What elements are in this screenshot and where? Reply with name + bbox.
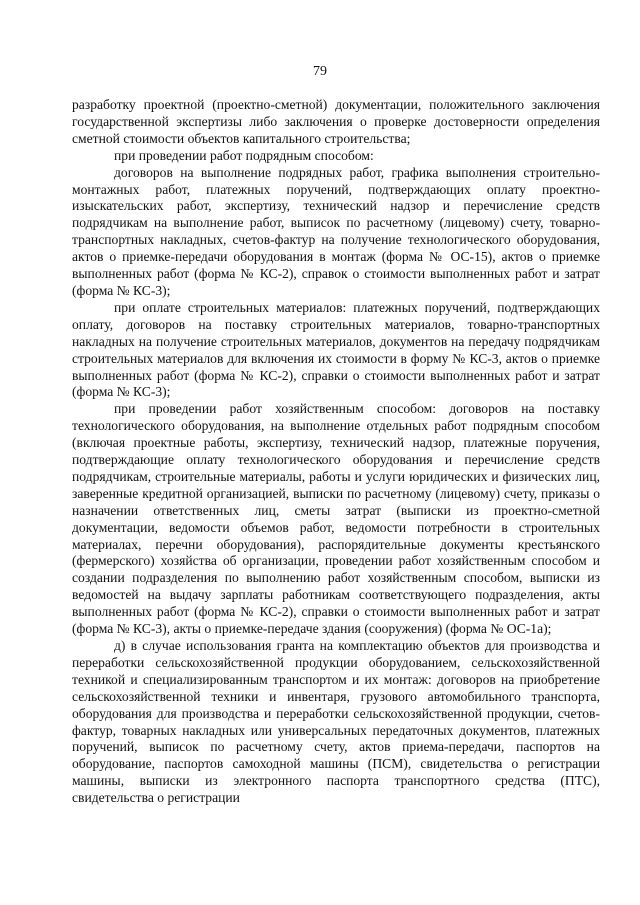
paragraph-5: при проведении работ хозяйственным способом: договоров на поставку технологического оборудования, на выполнение отдельных работ подрядным способом (включая проектные работы, экспертизу, технический надзор, платежные поручения, подтверждающие оплату технологического оборудования и перечисление средств подрядчикам, строительные материалы, работы и услуги юридических и физических лиц, заверенные кредитной организацией, выписки по расчетному (лицевому) счету, приказы о назначении ответственных лиц, сметы затрат (выписки из проектно-сметной документации, ведомости объемов работ, ведомости потребности в строительных материалах, перечни оборудования), распорядительные документы крестьянского (фермерского) хозяйства об организации, проведении работ хозяйственным способом и создании подразделения по выполнению работ хозяйственным способом, выписки из ведомостей на выдачу зарплаты работникам соответствующего подразделения, акты выполненных работ (форма № КС-2), справки о стоимости выполненных работ и затрат (форма № КС-3), акты о приемке-передаче здания (сооружения) (форма № ОС-1а);: [72, 401, 600, 637]
paragraph-3: договоров на выполнение подрядных работ, графика выполнения строительно-монтажных работ, платежных поручений, подтверждающих оплату проектно-изыскательских работ, экспертизу, технический надзор и перечисление средств подрядчикам на выполнение работ, выписок по расчетному (лицевому) счету, товарно-транспортных накладных, счетов-фактур на получение технологического оборудования, актов о приемке-передачи оборудования в монтаж (форма № ОС-15), актов о приемке выполненных работ (форма № КС-2), справок о стоимости выполненных работ и затрат (форма № КС-3);: [72, 164, 600, 298]
paragraph-1: разработку проектной (проектно-сметной) документации, положительного заключения государственной экспертизы либо заключения о проверке достоверности определения сметной стоимости объектов капитального строительства;: [72, 97, 600, 146]
paragraph-4: при оплате строительных материалов: платежных поручений, подтверждающих оплату, договоров на поставку строительных материалов, товарно-транспортных накладных на получение строительных материалов, документов на передачу подрядчикам строительных материалов для включения их стоимости в форму № КС-3, актов о приемке выполненных работ (форма № КС-2), справки о стоимости выполненных работ и затрат (форма № КС-3);: [72, 299, 600, 400]
paragraph-2: при проведении работ подрядным способом:: [114, 147, 374, 163]
page-body: [72, 97, 600, 807]
page-number: 79: [313, 64, 327, 79]
paragraph-6: д) в случае использования гранта на комплектацию объектов для производства и переработки сельскохозяйственной продукции оборудованием, сельскохозяйственной техникой и специализированным транспортом и их монтаж: договоров на приобретение сельскохозяйственной техники и инвентаря, грузового автомобильного транспорта, оборудования для производства и переработки сельскохозяйственной продукции, счетов-фактур, товарных накладных или универсальных передаточных документов, платежных поручений, выписок по расчетному счету, актов приема-передачи, паспортов на оборудование, паспортов самоходной машины (ПСМ), свидетельства о регистрации машины, выписки из электронного паспорта транспортного средства (ПТС), свидетельства о регистрации: [72, 638, 600, 806]
